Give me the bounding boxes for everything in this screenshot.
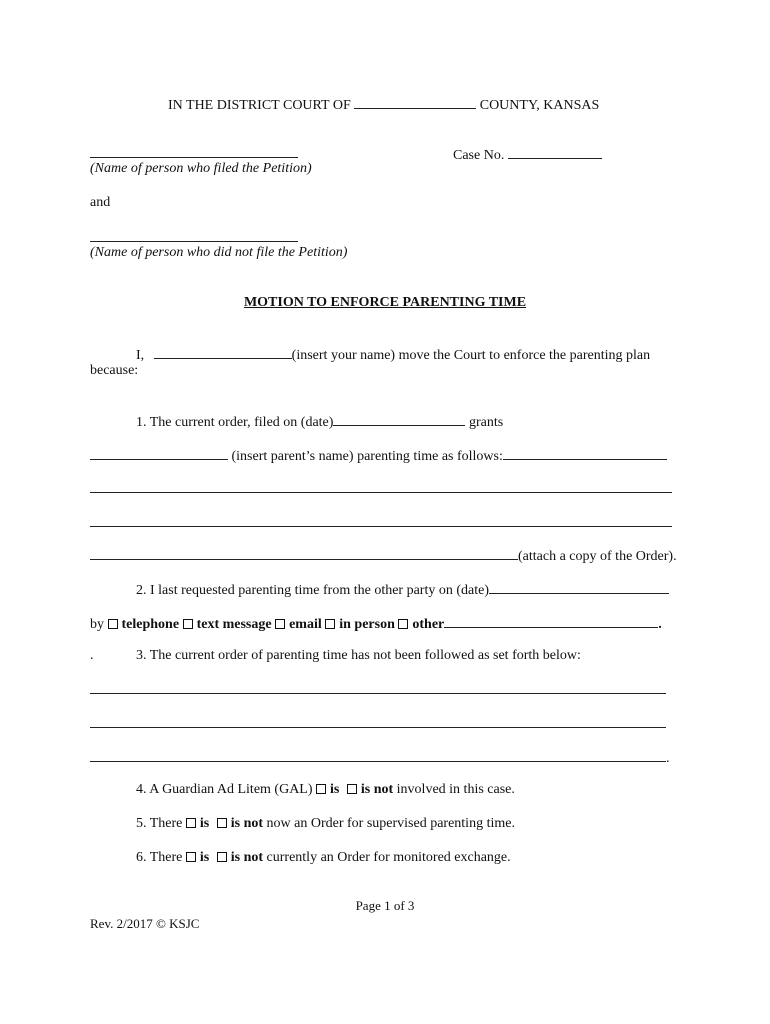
item2-methods (90, 613, 662, 634)
option-other: other (412, 617, 445, 632)
item6-prefix: 6. There (136, 850, 183, 865)
item1-line (136, 411, 503, 432)
item1-line2 (90, 445, 667, 466)
violation-line-2[interactable] (90, 727, 666, 728)
item5-is: is (199, 816, 210, 831)
item4-is: is (330, 782, 340, 797)
petitioner-caption: (Name of person who filed the Petition) (90, 161, 312, 176)
gal-is-checkbox[interactable] (316, 784, 326, 794)
item2-text: 2. I last requested parenting time from the other party on (date) (136, 583, 489, 598)
item1-prefix: 1. The current order, filed on (date) (136, 415, 334, 430)
violation-field-3[interactable] (90, 747, 666, 762)
item3-end: . (666, 751, 670, 766)
intro-line (90, 344, 680, 365)
telephone-checkbox[interactable] (108, 619, 118, 629)
petitioner-name-field[interactable] (90, 157, 298, 158)
item2-end: . (658, 617, 662, 632)
order-date-field[interactable] (333, 411, 465, 426)
violation-line-1[interactable] (90, 693, 666, 694)
item4-line (136, 781, 515, 799)
supervised-is-checkbox[interactable] (186, 818, 196, 828)
respondent-name-field[interactable] (90, 241, 298, 242)
revision-note: Rev. 2/2017 © KSJC (90, 916, 200, 931)
court-prefix: IN THE DISTRICT COURT OF (168, 98, 351, 113)
supervised-is-not-checkbox[interactable] (217, 818, 227, 828)
monitored-is-not-checkbox[interactable] (217, 852, 227, 862)
item4-is-not: is not (360, 782, 394, 797)
item6-line (136, 849, 511, 867)
item1-suffix: grants (468, 415, 504, 430)
parent-name-field[interactable] (90, 445, 228, 460)
item6-is: is (199, 850, 210, 865)
option-telephone: telephone (121, 617, 180, 632)
your-name-field[interactable] (154, 344, 292, 359)
other-method-field[interactable] (444, 613, 658, 628)
item3-text: 3. The current order of parenting time has not been followed as set forth below: (136, 648, 581, 663)
item2-line (136, 579, 669, 600)
option-text-message: text message (196, 617, 272, 632)
other-checkbox[interactable] (398, 619, 408, 629)
item5-is-not: is not (230, 816, 264, 831)
case-no-label: Case No. (453, 148, 505, 163)
page-title: MOTION TO ENFORCE PARENTING TIME (243, 295, 527, 310)
parenting-time-field-3[interactable] (90, 545, 518, 560)
respondent-caption: (Name of person who did not file the Petition) (90, 245, 348, 260)
court-suffix: COUNTY, KANSAS (479, 98, 600, 113)
parenting-time-field[interactable] (503, 445, 667, 460)
item6-suffix: currently an Order for monitored exchange. (266, 850, 511, 865)
gal-is-not-checkbox[interactable] (347, 784, 357, 794)
intro-text: (insert your name) move the Court to enforce the parenting plan (291, 348, 651, 363)
case-number (453, 144, 602, 165)
item2-by: by (90, 617, 104, 632)
item1-attach: (attach a copy of the Order). (518, 549, 677, 564)
item4-prefix: 4. A Guardian Ad Litem (GAL) (136, 782, 313, 797)
item5-line (136, 815, 515, 833)
item1-line2-text: (insert parent’s name) parenting time as follows: (231, 449, 503, 464)
option-email: email (289, 617, 322, 632)
request-date-field[interactable] (489, 579, 669, 594)
case-no-field[interactable] (508, 144, 602, 159)
item5-suffix: now an Order for supervised parenting time. (266, 816, 515, 831)
county-field[interactable] (354, 94, 476, 109)
item4-suffix: involved in this case. (396, 782, 515, 797)
item3-last-line (90, 747, 670, 768)
monitored-is-checkbox[interactable] (186, 852, 196, 862)
intro-continuation: because: (90, 363, 139, 378)
item1-attach-line (90, 545, 677, 566)
item3-bullet: . (90, 648, 94, 663)
text-message-checkbox[interactable] (183, 619, 193, 629)
in-person-checkbox[interactable] (325, 619, 335, 629)
court-header (168, 94, 599, 115)
item6-is-not: is not (230, 850, 264, 865)
option-in-person: in person (339, 617, 395, 632)
page-number: Page 1 of 3 (355, 898, 415, 913)
item5-prefix: 5. There (136, 816, 183, 831)
intro-prefix: I, (136, 348, 145, 363)
parenting-time-line-2[interactable] (90, 526, 672, 527)
parenting-time-line-1[interactable] (90, 492, 672, 493)
and-word: and (90, 195, 111, 210)
email-checkbox[interactable] (275, 619, 285, 629)
